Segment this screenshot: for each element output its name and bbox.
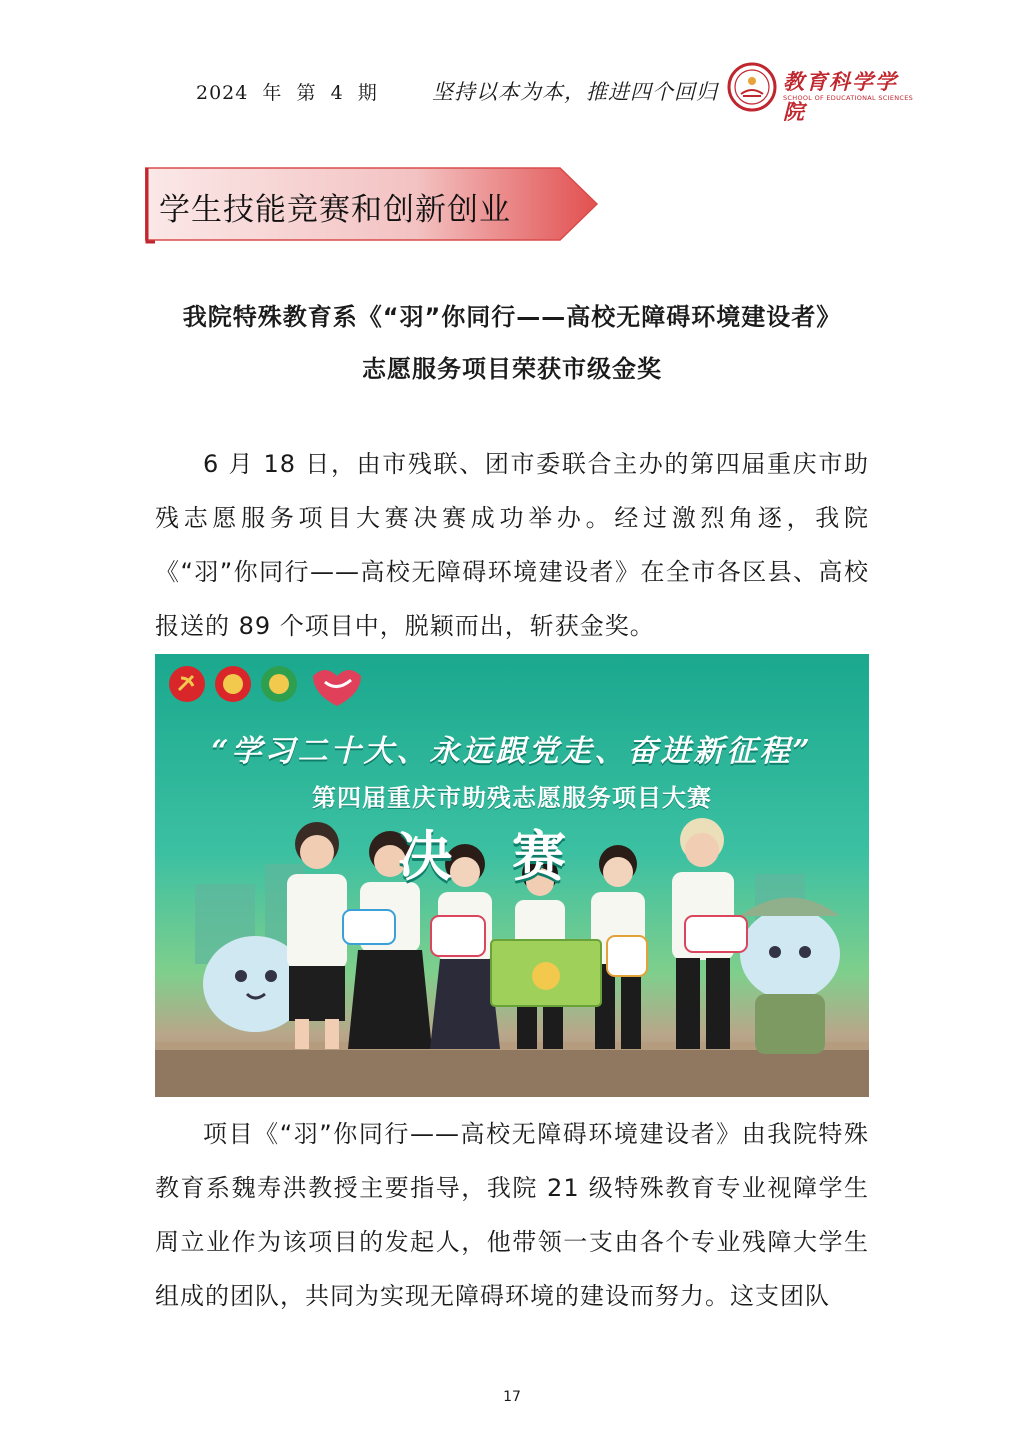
school-name-en: SCHOOL OF EDUCATIONAL SCIENCES xyxy=(783,94,914,102)
article-title-line2: 志愿服务项目荣获市级金奖 xyxy=(362,355,662,383)
issue-label: 2024 年 第 4 期 xyxy=(196,82,378,104)
school-seal-icon xyxy=(727,62,777,112)
page-header xyxy=(0,0,1024,124)
event-photo xyxy=(155,654,869,1097)
emblem-icons xyxy=(169,666,361,706)
article-paragraph-2: 项目《“羽”你同行——高校无障碍环境建设者》由我院特殊教育系魏寿洪教授主要指导，我院 21 级特殊教育专业视障学生周立业作为该项目的发起人，他带领一支由各个专业残障大学生组成的团队，共同为实现无障碍环境的建设而努力。这支团队 xyxy=(155,1120,869,1310)
school-name: 教育科学学院 xyxy=(783,69,898,124)
photo-stage-label: 决赛 xyxy=(398,824,626,888)
school-logo xyxy=(727,62,914,124)
section-banner xyxy=(145,166,600,244)
article-title-line1: 我院特殊教育系《“羽”你同行——高校无障碍环境建设者》 xyxy=(182,303,842,331)
page-number: 17 xyxy=(503,1389,521,1405)
section-title: 学生技能竞赛和创新创业 xyxy=(159,192,511,228)
award-board xyxy=(491,940,601,1006)
article-paragraph-1: 6 月 18 日，由市残联、团市委联合主办的第四届重庆市助残志愿服务项目大赛决赛成功举办。经过激烈角逐，我院《“羽”你同行——高校无障碍环境建设者》在全市各区县、高校报送的 89 个项目中，脱颖而出，斩获金奖。 xyxy=(155,450,869,640)
photo-slogan: “学习二十大、永远跟党走、奋进新征程” xyxy=(211,734,813,769)
header-motto: 坚持以本为本，推进四个回归 xyxy=(432,80,718,104)
photo-event-name: 第四届重庆市助残志愿服务项目大赛 xyxy=(312,784,712,812)
